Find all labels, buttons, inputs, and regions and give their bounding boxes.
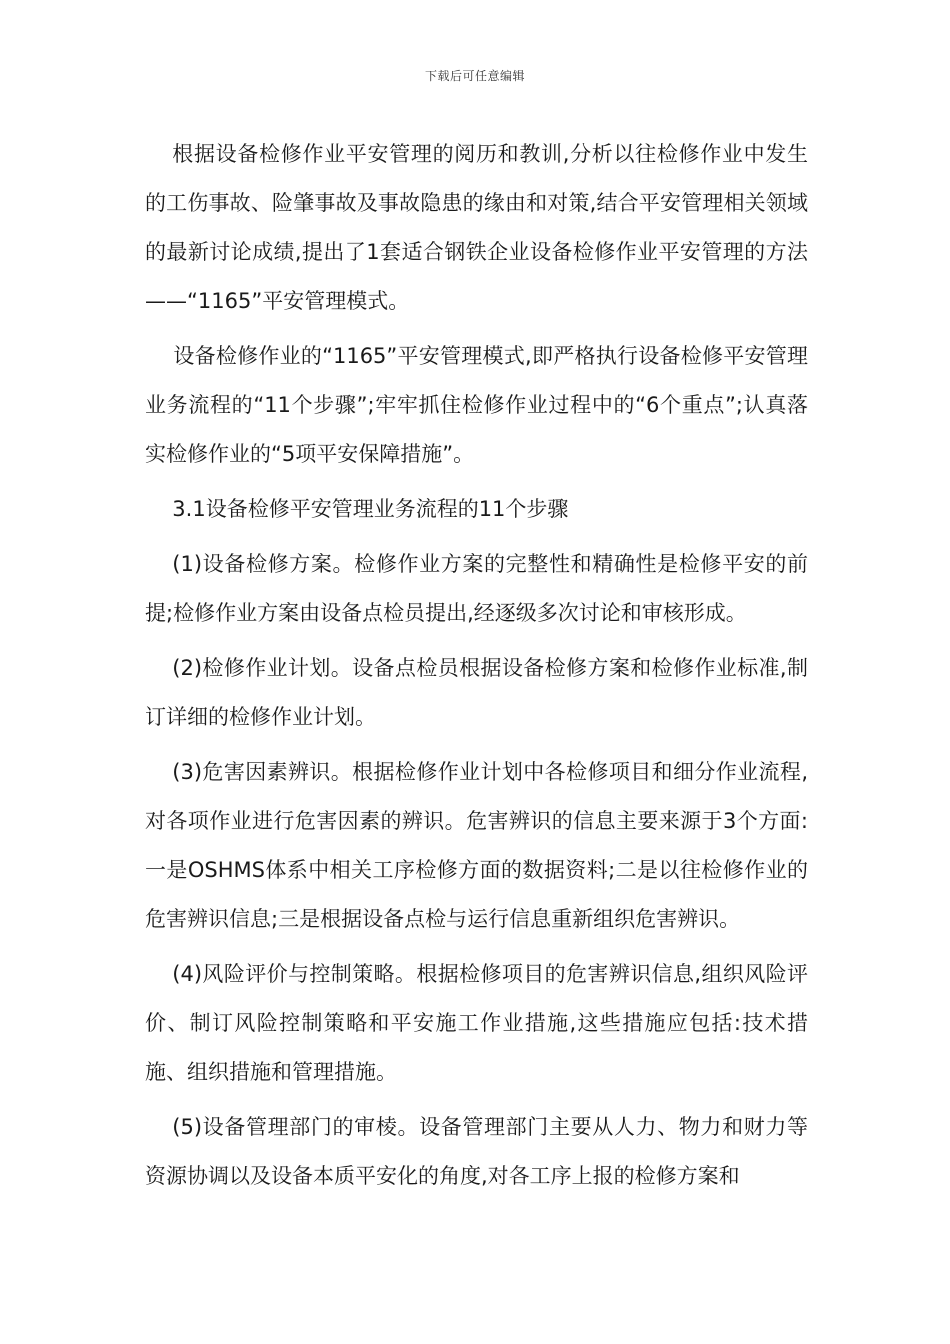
paragraph-model-definition: 设备检修作业的“1165”平安管理模式,即严格执行设备检修平安管理业务流程的“11个步骤”;牢牢抓住检修作业过程中的“6个重点”;认真落实检修作业的“5项平安保障措施”。: [145, 344, 808, 466]
paragraph-step-2: (2)检修作业计划。设备点检员根据设备检修方案和检修作业标准,制订详细的检修作业计划。: [145, 656, 808, 729]
page-header: 下载后可任意编辑: [424, 69, 525, 83]
paragraph-step-5: (5)设备管理部门的审棱。设备管理部门主要从人力、物力和财力等资源协调以及设备本质平安化的角度,对各工序上报的检修方案和: [145, 1115, 808, 1188]
paragraph-step-3: (3)危害因素辨识。根据检修作业计划中各检修项目和细分作业流程,对各项作业进行危害因素的辨识。危害辨识的信息主要来源于3个方面:一是OSHMS体系中相关工序检修方面的数据资料;二是以往检修作业的危害辨识信息;三是根据设备点检与运行信息重新组织危害辨识。: [145, 760, 808, 931]
section-heading-3-1: 3.1设备检修平安管理业务流程的11个步骤: [172, 497, 569, 521]
paragraph-step-1: (1)设备检修方案。检修作业方案的完整性和精确性是检修平安的前提;检修作业方案由设备点检员提出,经逐级多次讨论和审核形成。: [145, 552, 808, 625]
paragraph-step-4: (4)风险评价与控制策略。根据检修项目的危害辨识信息,组织风险评价、制订风险控制策略和平安施工作业措施,这些措施应包括:技术措施、组织措施和管理措施。: [145, 962, 808, 1084]
paragraph-intro: 根据设备检修作业平安管理的阅历和教训,分析以往检修作业中发生的工伤事故、险肇事故及事故隐患的缘由和对策,结合平安管理相关领域的最新讨论成绩,提出了1套适合钢铁企业设备检修作业平安管理的方法——“1165”平安管理模式。: [145, 142, 808, 313]
document-body: [145, 130, 808, 1207]
